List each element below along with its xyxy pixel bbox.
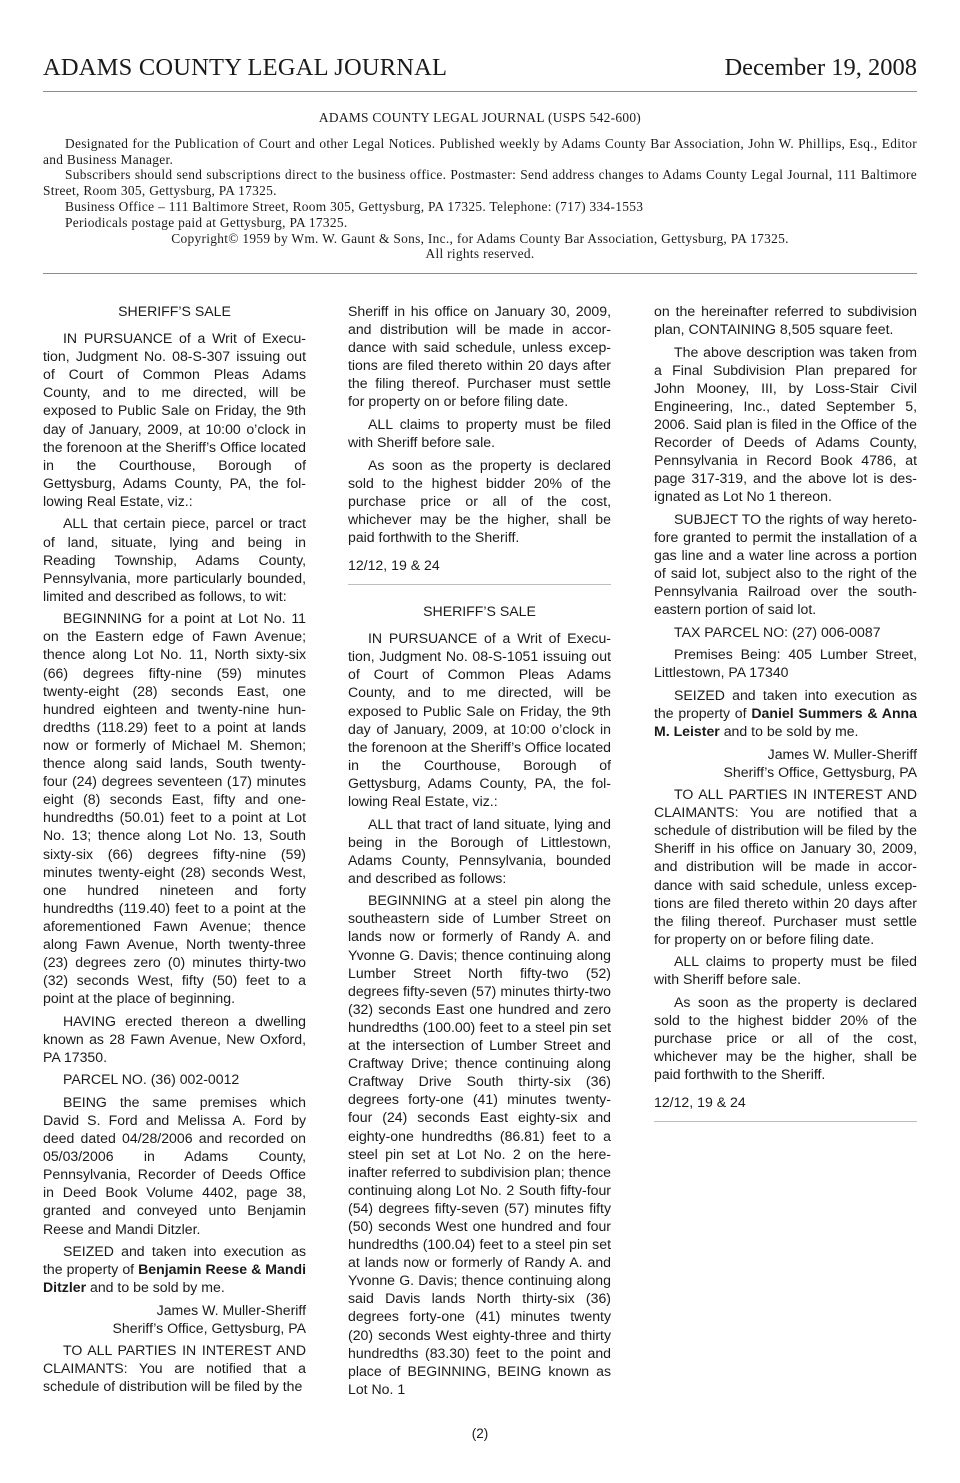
colophon-designation: Designated for the Publication of Court and other Legal Notices. Published weekly by Adams County Bar Association, John W. Phillips, Esq., Editor and Business Manager. (43, 135, 917, 167)
notice1-seized-pre: SEIZED and taken into execution as the property of (43, 1243, 306, 1278)
notice1-claims: ALL claims to property must be filed with Sheriff before sale. (348, 415, 611, 451)
notice-divider (348, 584, 611, 585)
notice1-declared: As soon as the property is declared sold to the highest bidder 20% of the purchase price or all of the cost, whichever may be the higher, shall be paid forthwith to the Sheriff. (348, 456, 611, 545)
notice1-heading: SHERIFF’S SALE (118, 303, 231, 319)
notice2-seized (654, 686, 917, 740)
colophon-business-office: Business Office – 111 Baltimore Street, Room 305, Gettysburg, PA 17325. Telephone: (717) 334-1553 (65, 198, 644, 214)
colophon-title: ADAMS COUNTY LEGAL JOURNAL (USPS 542-600) (318, 110, 642, 125)
colophon (43, 110, 917, 274)
colophon-subscriptions: Subscribers should send subscriptions direct to the business office. Postmaster: Send address changes to Adams County Legal Journal, 111 Baltimore Street, Room 305, Gettysburg, PA 17325. (43, 167, 917, 199)
notice2-sheriff-office: Sheriff’s Office, Gettysburg, PA (723, 763, 917, 780)
notice2-intro: IN PURSUANCE of a Writ of Execution, Judgment No. 08-S-1051 issuing out of Court of Common Pleas Adams County, and to me directed, will be exposed to Public Sale on Friday, the 9th day of January, 2009, at 10:00 o’clock in the forenoon at the Sheriff’s Office located in the Courthouse, Borough of Gettysburg, Adams County, PA, the following Real Estate, viz.: (348, 630, 611, 810)
notice1-seized (43, 1242, 306, 1296)
notice1-seized-names: Benjamin Reese & Mandi Ditzler (43, 1261, 306, 1296)
notice2-seized-post: and to be sold by me. (723, 723, 859, 740)
notice1-having: HAVING erected thereon a dwelling known as 28 Fawn Avenue, New Oxford, PA 17350. (43, 1012, 306, 1065)
notice1-sheriff-name: James W. Muller-Sheriff (156, 1301, 306, 1318)
notice2-declared: As soon as the property is declared sold to the highest bidder 20% of the purchase price or all of the cost, whichever may be the higher, shall be paid forthwith to the Sheriff. (654, 993, 917, 1083)
notice2-beginning-part2: on the hereinafter referred to subdivision plan, CONTAINING 8,505 square feet. (654, 303, 917, 338)
notice1-sheriff-office: Sheriff’s Office, Gettysburg, PA (112, 1319, 306, 1336)
notice1-seized-post: and to be sold by me. (90, 1279, 225, 1296)
notice1-beginning: BEGINNING for a point at Lot No. 11 on the Eastern edge of Fawn Avenue; thence along Lot No. 11, North sixty-six (66) degrees fifty-nine (59) minutes twenty-eight (28) seconds East, one hundred eighteen and twenty-nine hundredths (118.29) feet to a point at lands now or formerly of Michael M. Shemon; thence along said lands, South twenty-four (24) degrees seventeen (17) minutes eight (8) seconds East, fifty and one-hundredths (50.01) feet to a point at Lot No. 13; thence along Lot No. 13, South sixty-six (66) degrees fifty-nine (59) minutes twenty-eight (28) seconds West, one hundred nineteen and forty hundredths (119.40) feet to a point at the aforementioned Fawn Avenue; thence along Fawn Avenue, North twenty-three (23) degrees zero (0) minutes thirty-two (32) seconds West, fifty (50) feet to a point at the place of beginning. (43, 610, 306, 1007)
notice2-description2: The above description was taken from a Final Subdivision Plan prepared for John Mooney, III, by Loss-Stair Civil Engineering, Inc., dated September 5, 2006. Said plan is filed in the Office of the Recorder of Deeds of Adams County, Pennsylvania in Record Book 4786, at page 317-319, and the above lot is designated as Lot No 1 thereon. (654, 343, 917, 505)
notice2-claims: ALL claims to property must be filed with Sheriff before sale. (654, 953, 917, 988)
notice2-premises: Premises Being: 405 Lumber Street, Littlestown, PA 17340 (654, 646, 917, 681)
journal-name: ADAMS COUNTY LEGAL JOURNAL (43, 54, 448, 81)
notice2-subject: SUBJECT TO the rights of way heretofore granted to permit the installation of a gas line and a water line across a portion of said lot, subject also to the right of the Pennsylvania Railroad over the southeastern portion of said lot. (654, 510, 917, 618)
notice1-parcel: PARCEL NO. (36) 002-0012 (63, 1071, 240, 1088)
notice1-being: BEING the same premises which David S. Ford and Melissa A. Ford by deed dated 04/28/2006 and recorded on 05/03/2006 in Adams County, Pennsylvania, Recorder of Deeds Office in Deed Book Volume 4402, page 38, granted and conveyed unto Benjamin Reese and Mandi Ditzler. (43, 1093, 306, 1237)
notice2-beginning-part1: BEGINNING at a steel pin along the southeastern side of Lumber Street on lands now or formerly of Randy A. and Yvonne G. Davis; thence continuing along Lumber Street North fifty-two (52) degrees fifty-seven (57) minutes thirty-two (32) seconds East one hundred and zero hundredths (100.00) feet to a steel pin set at the intersection of Lumber Street and Craftway Drive; thence continuing along Craftway Drive South thirty-six (36) degrees forty-one (41) minutes twenty-four (24) seconds East eighty-six and eighty-one hundredths (86.81) feet to a steel pin set at Lot No. 2 on the hereinafter referred to subdivision plan; thence continuing along Lot No. 2 South fifty-four (54) degrees fifty-seven (57) minutes fifty (50) seconds West one hundred and four hundredths (100.04) feet to a steel pin set at lands now or formerly of Randy A. and Yvonne G. Davis; thence continuing along said Davis lands North thirty-six (36) degrees forty-one (41) minutes twenty (20) seconds West eighty-three and thirty hundredths (83.30) feet to the point and place of BEGINNING, BEING known as Lot No. 1 (348, 892, 611, 1397)
notice1-dates: 12/12, 19 & 24 (348, 557, 440, 573)
masthead (43, 52, 917, 92)
notice1-description: ALL that certain piece, parcel or tract of land, situate, lying and being in Reading Township, Adams County, Pennsylvania, more particularly bounded, limited and described as follows, to wit: (43, 515, 306, 604)
notice2-description: ALL that tract of land situate, lying and being in the Borough of Littlestown, Adams County, Pennsylvania, bounded and described as follows: (348, 815, 611, 886)
colophon-postage: Periodicals postage paid at Gettysburg, PA 17325. (65, 214, 348, 230)
colophon-rights: All rights reserved. (425, 246, 535, 262)
notice2-heading: SHERIFF’S SALE (423, 603, 536, 620)
notice2-sheriff-name: James W. Muller-Sheriff (767, 745, 917, 762)
notice2-tax-parcel: TAX PARCEL NO: (27) 006-0087 (674, 623, 881, 640)
notice-end-divider (654, 1121, 917, 1122)
notice2-dates: 12/12, 19 & 24 (654, 1094, 746, 1111)
column-1 (43, 302, 306, 1400)
colophon-copyright: Copyright© 1959 by Wm. W. Gaunt & Sons, Inc., for Adams County Bar Association, Gettysburg, PA 17325. (171, 230, 789, 246)
notice2-seized-names: Daniel Summers & Anna M. Leister (654, 704, 918, 740)
notice1-intro: IN PURSUANCE of a Writ of Execution, Judgment No. 08-S-307 issuing out of Court of Common Pleas Adams County, and to me directed, will be exposed to Public Sale on Friday, the 9th day of January, 2009, at 10:00 o’clock in the forenoon at the Sheriff’s Office located in the Courthouse, Borough of Gettysburg, Adams County, PA, the following Real Estate, viz.: (43, 330, 306, 509)
page-number: (2) (471, 1426, 489, 1441)
column-3 (654, 302, 917, 1139)
notice2-parties: TO ALL PARTIES IN INTEREST AND CLAIMANTS: You are notified that a schedule of distribution will be filed by the Sheriff in his office on January 30, 2009, and distribution will be made in accordance with said schedule, unless exceptions are filed thereto within 20 days after the filing thereof. Purchaser must settle for property on or before filing date. (654, 786, 917, 947)
notice1-parties-part2: Sheriff in his office on January 30, 2009, and distribution will be made in accordance with said schedule, unless exceptions are filed thereto within 20 days after the filing thereof. Purchaser must settle for property on or before filing date. (348, 303, 611, 410)
issue-date: December 19, 2008 (724, 54, 917, 81)
column-2 (348, 302, 611, 1402)
notice2-seized-pre: SEIZED and taken into execution as the property of (654, 686, 917, 721)
notice1-parties-part1: TO ALL PARTIES IN INTEREST AND CLAIMANTS: You are notified that a schedule of distribution will be filed by the (43, 1342, 306, 1395)
